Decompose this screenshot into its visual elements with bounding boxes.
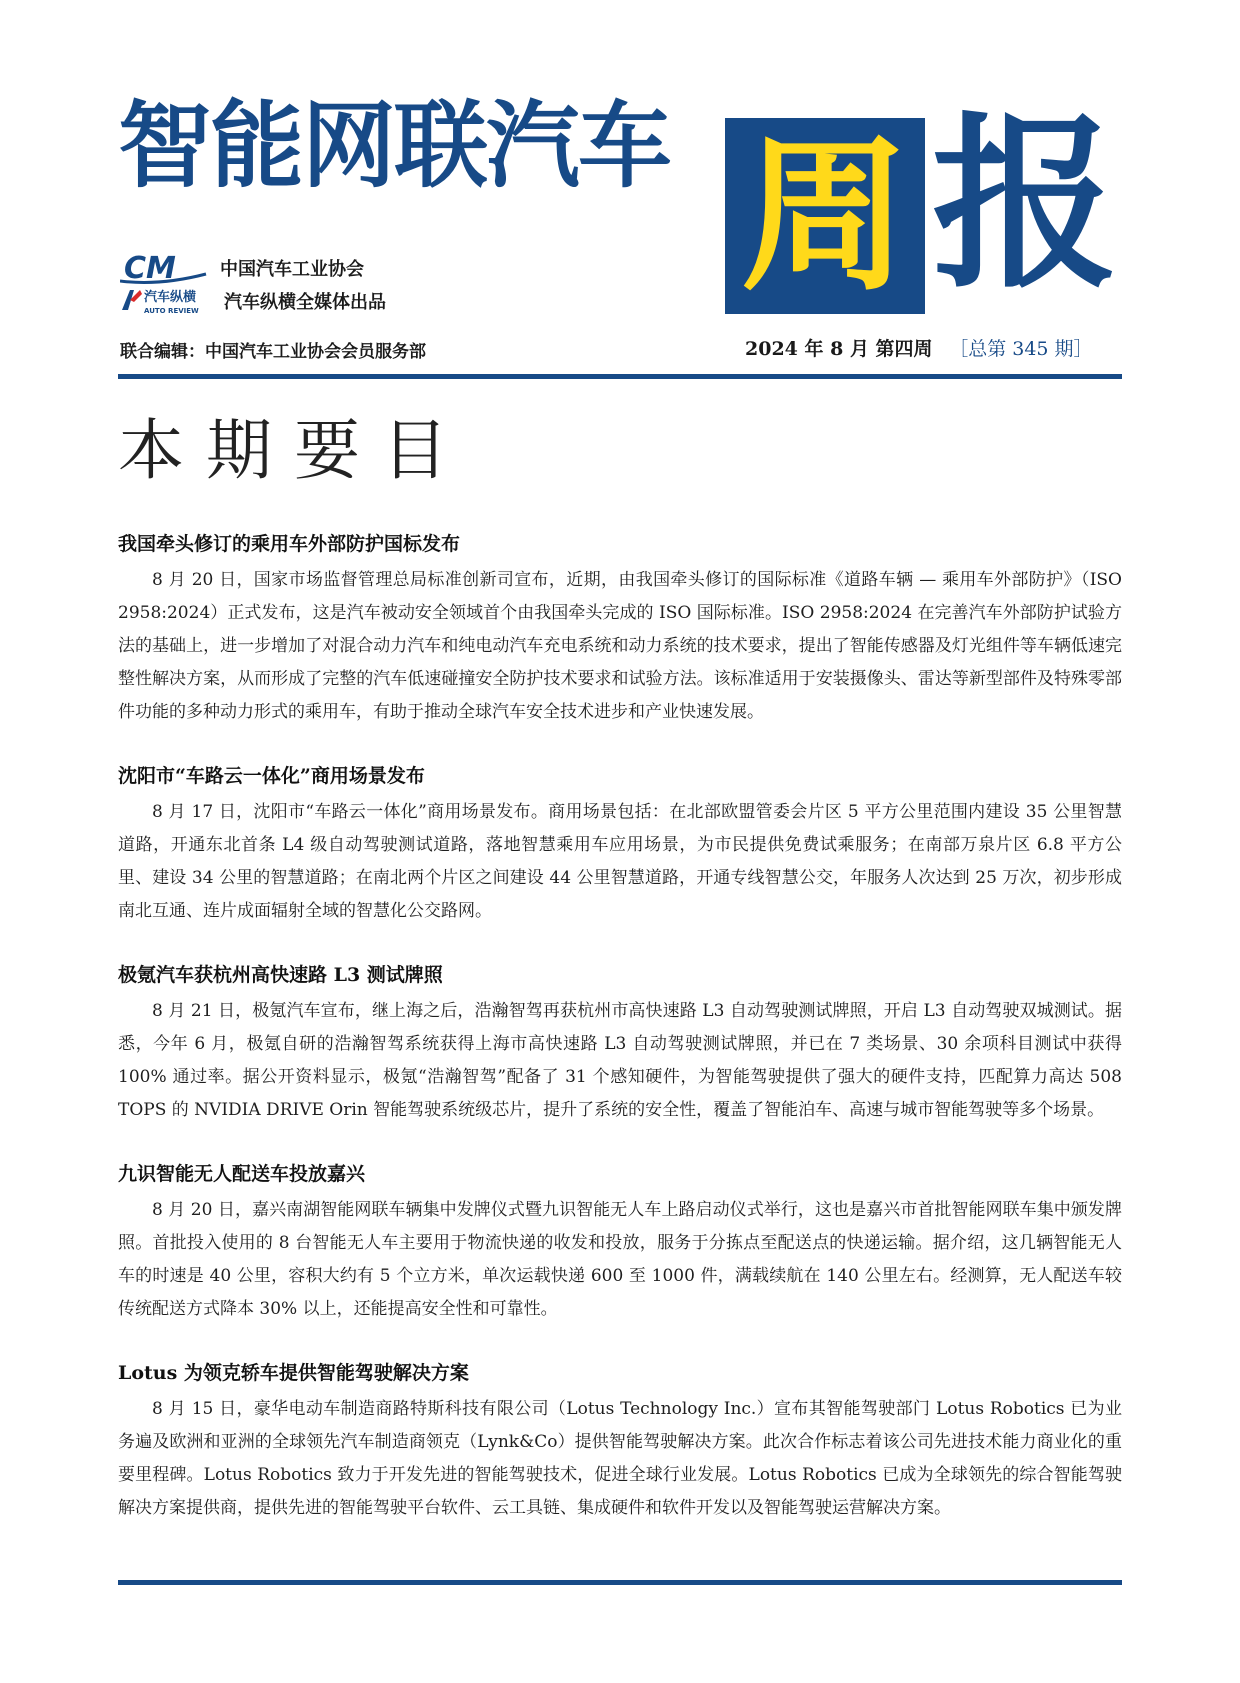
auto-review-logo-icon — [120, 286, 218, 316]
bao-char: 报 — [931, 96, 1118, 313]
article-title: 沈阳市“车路云一体化”商用场景发布 — [118, 765, 425, 787]
ar-logo-cn: 汽车纵横 — [144, 290, 197, 305]
joint-editor: 联合编辑：中国汽车工业协会会员服务部 — [120, 342, 426, 362]
article-body: 8 月 15 日，豪华电动车制造商路特斯科技有限公司（Lotus Technology Inc.）宣布其智能驾驶部门 Lotus Robotics 已为业务遍及欧洲和亚洲的全球领先汽车制造商领克（Lynk&Co）提供智能驾驶解决方案。此次合作标志着该公司先进技术能力商业化的重要里程碑。Lotus Robotics 致力于开发先进的智能驾驶技术，促进全球行业发展。Lotus Robotics 已成为全球领先的综合智能驾驶解决方案提供商，提供先进的智能驾驶平台软件、云工具链、集成硬件和软件开发以及智能驾驶运营解决方案。 — [118, 1399, 1122, 1518]
article-item — [118, 1359, 1122, 1525]
section-title: 本期要目 — [118, 412, 470, 489]
masthead-title: 智能网联汽车 — [118, 92, 671, 201]
article-title: 极氪汽车获杭州高快速路 L3 测试牌照 — [118, 964, 443, 986]
issue-number: ［总第 345 期］ — [949, 338, 1093, 360]
article-list — [118, 530, 1122, 1558]
zhou-box — [725, 118, 925, 314]
association-row — [120, 250, 364, 286]
cm-logo-text: CM — [124, 251, 176, 286]
zhou-char: 周 — [741, 118, 909, 314]
article-item — [118, 530, 1122, 729]
article-body: 8 月 20 日，嘉兴南湖智能网联车辆集中发牌仪式暨九识智能无人车上路启动仪式举行，这也是嘉兴市首批智能网联车集中颁发牌照。首批投入使用的 8 台智能无人车主要用于物流快递的收发和投放，服务于分拣点至配送点的快递运输。据介绍，这几辆智能无人车的时速是 40 公里，容积大约有 5 个立方米，单次运载快递 600 至 1000 件，满载续航在 140 公里左右。经测算，无人配送车较传统配送方式降本 30% 以上，还能提高安全性和可靠性。 — [118, 1200, 1122, 1319]
article-body: 8 月 17 日，沈阳市“车路云一体化”商用场景发布。商用场景包括：在北部欧盟管委会片区 5 平方公里范围内建设 35 公里智慧道路，开通东北首条 L4 级自动驾驶测试道路，落地智慧乘用车应用场景，为市民提供免费试乘服务；在南部万泉片区 6.8 平方公里、建设 34 公里的智慧道路；在南北两个片区之间建设 44 公里智慧道路，开通专线智慧公交，年服务人次达到 25 万次，初步形成南北互通、连片成面辐射全域的智慧化公交路网。 — [118, 802, 1122, 921]
association-name: 中国汽车工业协会 — [220, 259, 364, 280]
issue-date: 2024 年 8 月 第四周 — [745, 338, 933, 360]
cm-logo-icon — [120, 250, 210, 286]
article-body: 8 月 20 日，国家市场监督管理总局标准创新司宣布，近期，由我国牵头修订的国际标准《道路车辆 — 乘用车外部防护》（ISO 2958:2024）正式发布，这是汽车被动安全领域首个由我国牵头完成的 ISO 国际标准。ISO 2958:2024 在完善汽车外部防护试验方法的基础上，进一步增加了对混合动力汽车和纯电动汽车充电系统和动力系统的技术要求，提出了智能传感器及灯光组件等车辆低速完整性解决方案，从而形成了完整的汽车低速碰撞安全防护技术要求和试验方法。该标准适用于安装摄像头、雷达等新型部件及特殊零部件功能的多种动力形式的乘用车，有助于推动全球汽车安全技术进步和产业快速发展。 — [118, 570, 1122, 722]
ar-logo-en: AUTO REVIEW — [144, 307, 199, 315]
article-title: 九识智能无人配送车投放嘉兴 — [118, 1163, 366, 1185]
article-item — [118, 1160, 1122, 1326]
footer-rule — [118, 1580, 1122, 1585]
issue-date-row — [745, 334, 1093, 361]
article-title: 我国牵头修订的乘用车外部防护国标发布 — [118, 533, 461, 555]
header-rule — [118, 374, 1122, 379]
article-item — [118, 762, 1122, 928]
article-body: 8 月 21 日，极氪汽车宣布，继上海之后，浩瀚智驾再获杭州市高快速路 L3 自动驾驶测试牌照，开启 L3 自动驾驶双城测试。据悉，今年 6 月，极氪自研的浩瀚智驾系统获得上海市高快速路 L3 自动驾驶测试牌照，并已在 7 类场景、30 余项科目测试中获得 100% 通过率。据公开资料显示，极氪“浩瀚智驾”配备了 31 个感知硬件，为智能驾驶提供了强大的硬件支持，匹配算力高达 508 TOPS 的 NVIDIA DRIVE Orin 智能驾驶系统级芯片，提升了系统的安全性，覆盖了智能泊车、高速与城市智能驾驶等多个场景。 — [118, 1001, 1122, 1120]
publisher-name: 汽车纵横全媒体出品 — [224, 292, 386, 313]
article-item — [118, 961, 1122, 1127]
article-title: Lotus 为领克轿车提供智能驾驶解决方案 — [118, 1362, 469, 1384]
publisher-row — [120, 286, 386, 316]
